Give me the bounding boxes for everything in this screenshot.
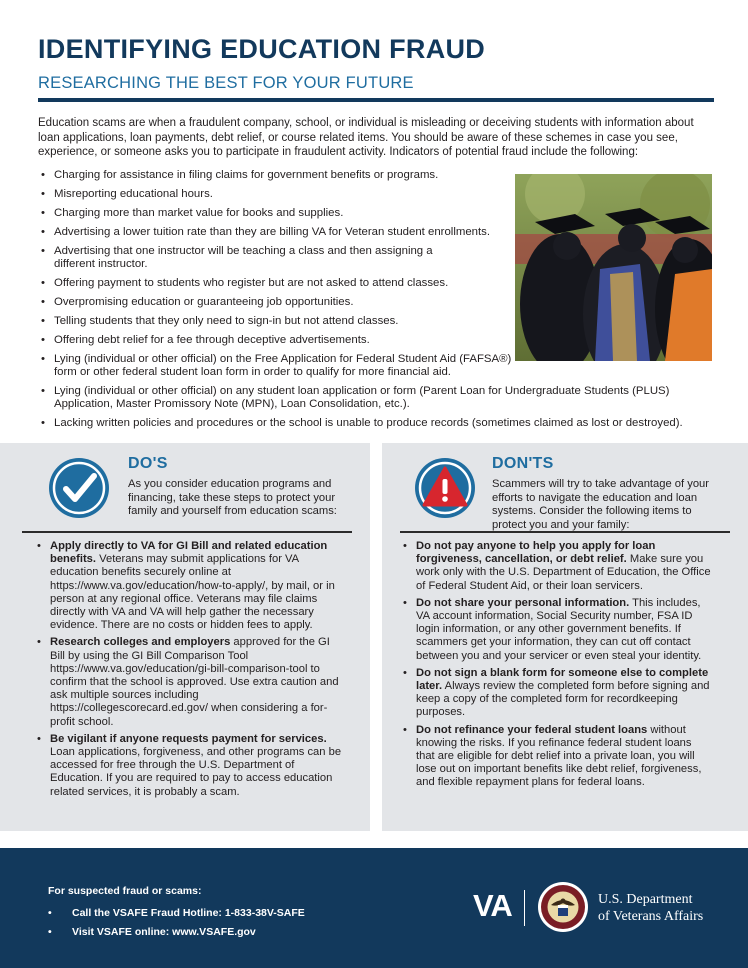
dos-intro: As you consider education programs and financing, take these steps to protect your family and yourself from education scams: — [128, 478, 337, 517]
indicator-item: • Charging more than market value for books and supplies. — [38, 207, 516, 220]
donts-item-heading: Do not pay anyone to help you apply for loan forgiveness, cancellation, or debt relief. — [416, 540, 656, 566]
dos-item-heading: Apply directly to VA for GI Bill and related education benefits. — [50, 540, 328, 566]
indicator-item: • Lying (individual or other official) on any student loan application or form (Parent Loan for Undergraduate Students (PLUS) Application, Master Promissory Note (MPN), Loan Consolidation, etc.). — [38, 385, 714, 411]
indicator-item: • Telling students that they only need to sign-in but not attend classes. — [38, 315, 516, 328]
dos-divider — [22, 531, 352, 533]
indicator-item: • Overpromising education or guaranteeing job opportunities. — [38, 296, 516, 309]
dos-item — [36, 636, 342, 728]
graduation-photo — [515, 174, 712, 361]
dos-item-text: approved for the GI Bill by using the GI Bill Comparison Tool https://www.va.gov/education/gi-bill-comparison-tool to confirm that the school is approved. Use extra caution and ask multiple sources including https://collegescorecard.ed.gov/ when considering a for-profit school. — [50, 636, 339, 728]
intro-paragraph: Education scams are when a fraudulent company, school, or individual is misleading or deceiving students with information about loan applications, loan payments, debt relief, or course related items. You should be aware of these schemes in case you see, experience, or someone asks you to participate in fraudulent activity. Indicators of potential fraud include the following: — [38, 117, 694, 158]
dos-list — [36, 540, 342, 803]
donts-intro: Scammers will try to take advantage of your efforts to navigate the education and loan systems. Consider the following items to protect you and your family: — [492, 478, 710, 531]
donts-item — [402, 540, 712, 593]
checkmark-icon — [48, 457, 110, 519]
page-subtitle: RESEARCHING THE BEST FOR YOUR FUTURE — [38, 74, 414, 92]
indicator-item: • Lying (individual or other official) on the Free Application for Federal Student Aid (FAFSA®) form or other federal student loan form in order to qualify for more financial aid. — [38, 353, 536, 379]
dos-item-heading: Research colleges and employers — [50, 636, 231, 649]
donts-item-heading: Do not share your personal information. — [416, 596, 630, 609]
dos-panel — [0, 443, 370, 831]
footer-contact-list — [48, 904, 305, 942]
indicator-item: • Offering payment to students who register but are not asked to attend classes. — [38, 277, 516, 290]
indicator-item: • Lacking written policies and procedures or the school is unable to produce records (sometimes claimed as lost or destroyed). — [38, 417, 714, 430]
donts-item — [402, 724, 712, 790]
donts-item — [402, 667, 712, 720]
dos-item-heading: Be vigilant if anyone requests payment for services. — [50, 732, 327, 745]
dos-item — [36, 540, 342, 632]
dos-title: DO'S — [128, 455, 168, 472]
indicator-item: • Advertising a lower tuition rate than they are billing VA for Veteran student enrollments. — [38, 226, 516, 239]
footer — [0, 848, 748, 968]
title-divider — [38, 98, 714, 102]
donts-item-text: without knowing the risks. If you refinance federal student loans that are eligible for debt relief into a private loan, you will lose out on important benefits like debt relief, forgiveness, and flexible repayment plans for federal loans. — [416, 723, 702, 789]
va-seal-icon — [537, 881, 589, 933]
dos-item-text: Loan applications, forgiveness, and other programs can be accessed for free through the U.S. Department of Education. If you are required to pay to access education related services, it is probably a scam. — [50, 746, 342, 798]
donts-item-heading: Do not refinance your federal student loans — [416, 723, 648, 736]
donts-item-text: Always review the completed form before signing and keep a copy of the completed form for recordkeeping purposes. — [416, 680, 710, 719]
page-title: IDENTIFYING EDUCATION FRAUD — [38, 34, 486, 64]
indicator-item: • Offering debt relief for a fee through deceptive advertisements. — [38, 334, 516, 347]
donts-panel — [382, 443, 748, 831]
website-item: • Visit VSAFE online: www.VSAFE.gov — [48, 923, 305, 942]
hotline-item: • Call the VSAFE Fraud Hotline: 1-833-38V-SAFE — [48, 904, 305, 923]
indicator-item: • Misreporting educational hours. — [38, 188, 516, 201]
department-name-line2: of Veterans Affairs — [598, 909, 704, 924]
dos-item-text: Veterans may submit applications for VA education benefits securely online at https://www.va.gov/education/how-to-apply/, by mail, or in person at any regional office. Veterans may file claims directly with VA and VA will help gather the necessary evidence. There are no costs or hidden fees to apply. — [50, 553, 335, 632]
warning-icon — [414, 457, 476, 519]
va-logo: VA — [473, 888, 512, 923]
donts-list — [402, 540, 712, 794]
indicator-item: • Charging for assistance in filing claims for government benefits or programs. — [38, 169, 516, 182]
footer-heading: For suspected fraud or scams: — [48, 885, 202, 897]
donts-item-text: Make sure you work only with the U.S. Department of Education, the Office of Federal Student Aid, or their loan servicers. — [416, 553, 711, 592]
dos-item — [36, 733, 342, 799]
department-name-line1: U.S. Department — [598, 892, 693, 907]
donts-item-text: This includes, VA account information, Social Security number, FSA ID login information, or any other government benefits. If scammers get your information, they can cut off contact between you and your servicer or even steal your identity. — [416, 596, 702, 662]
logo-divider — [524, 890, 525, 926]
donts-item-heading: Do not sign a blank form for someone else to complete later. — [416, 666, 709, 693]
donts-item — [402, 597, 712, 663]
donts-title: DON'TS — [492, 455, 554, 472]
indicator-item: • Advertising that one instructor will be teaching a class and then assigning a different instructor. — [38, 245, 468, 271]
donts-divider — [400, 531, 730, 533]
